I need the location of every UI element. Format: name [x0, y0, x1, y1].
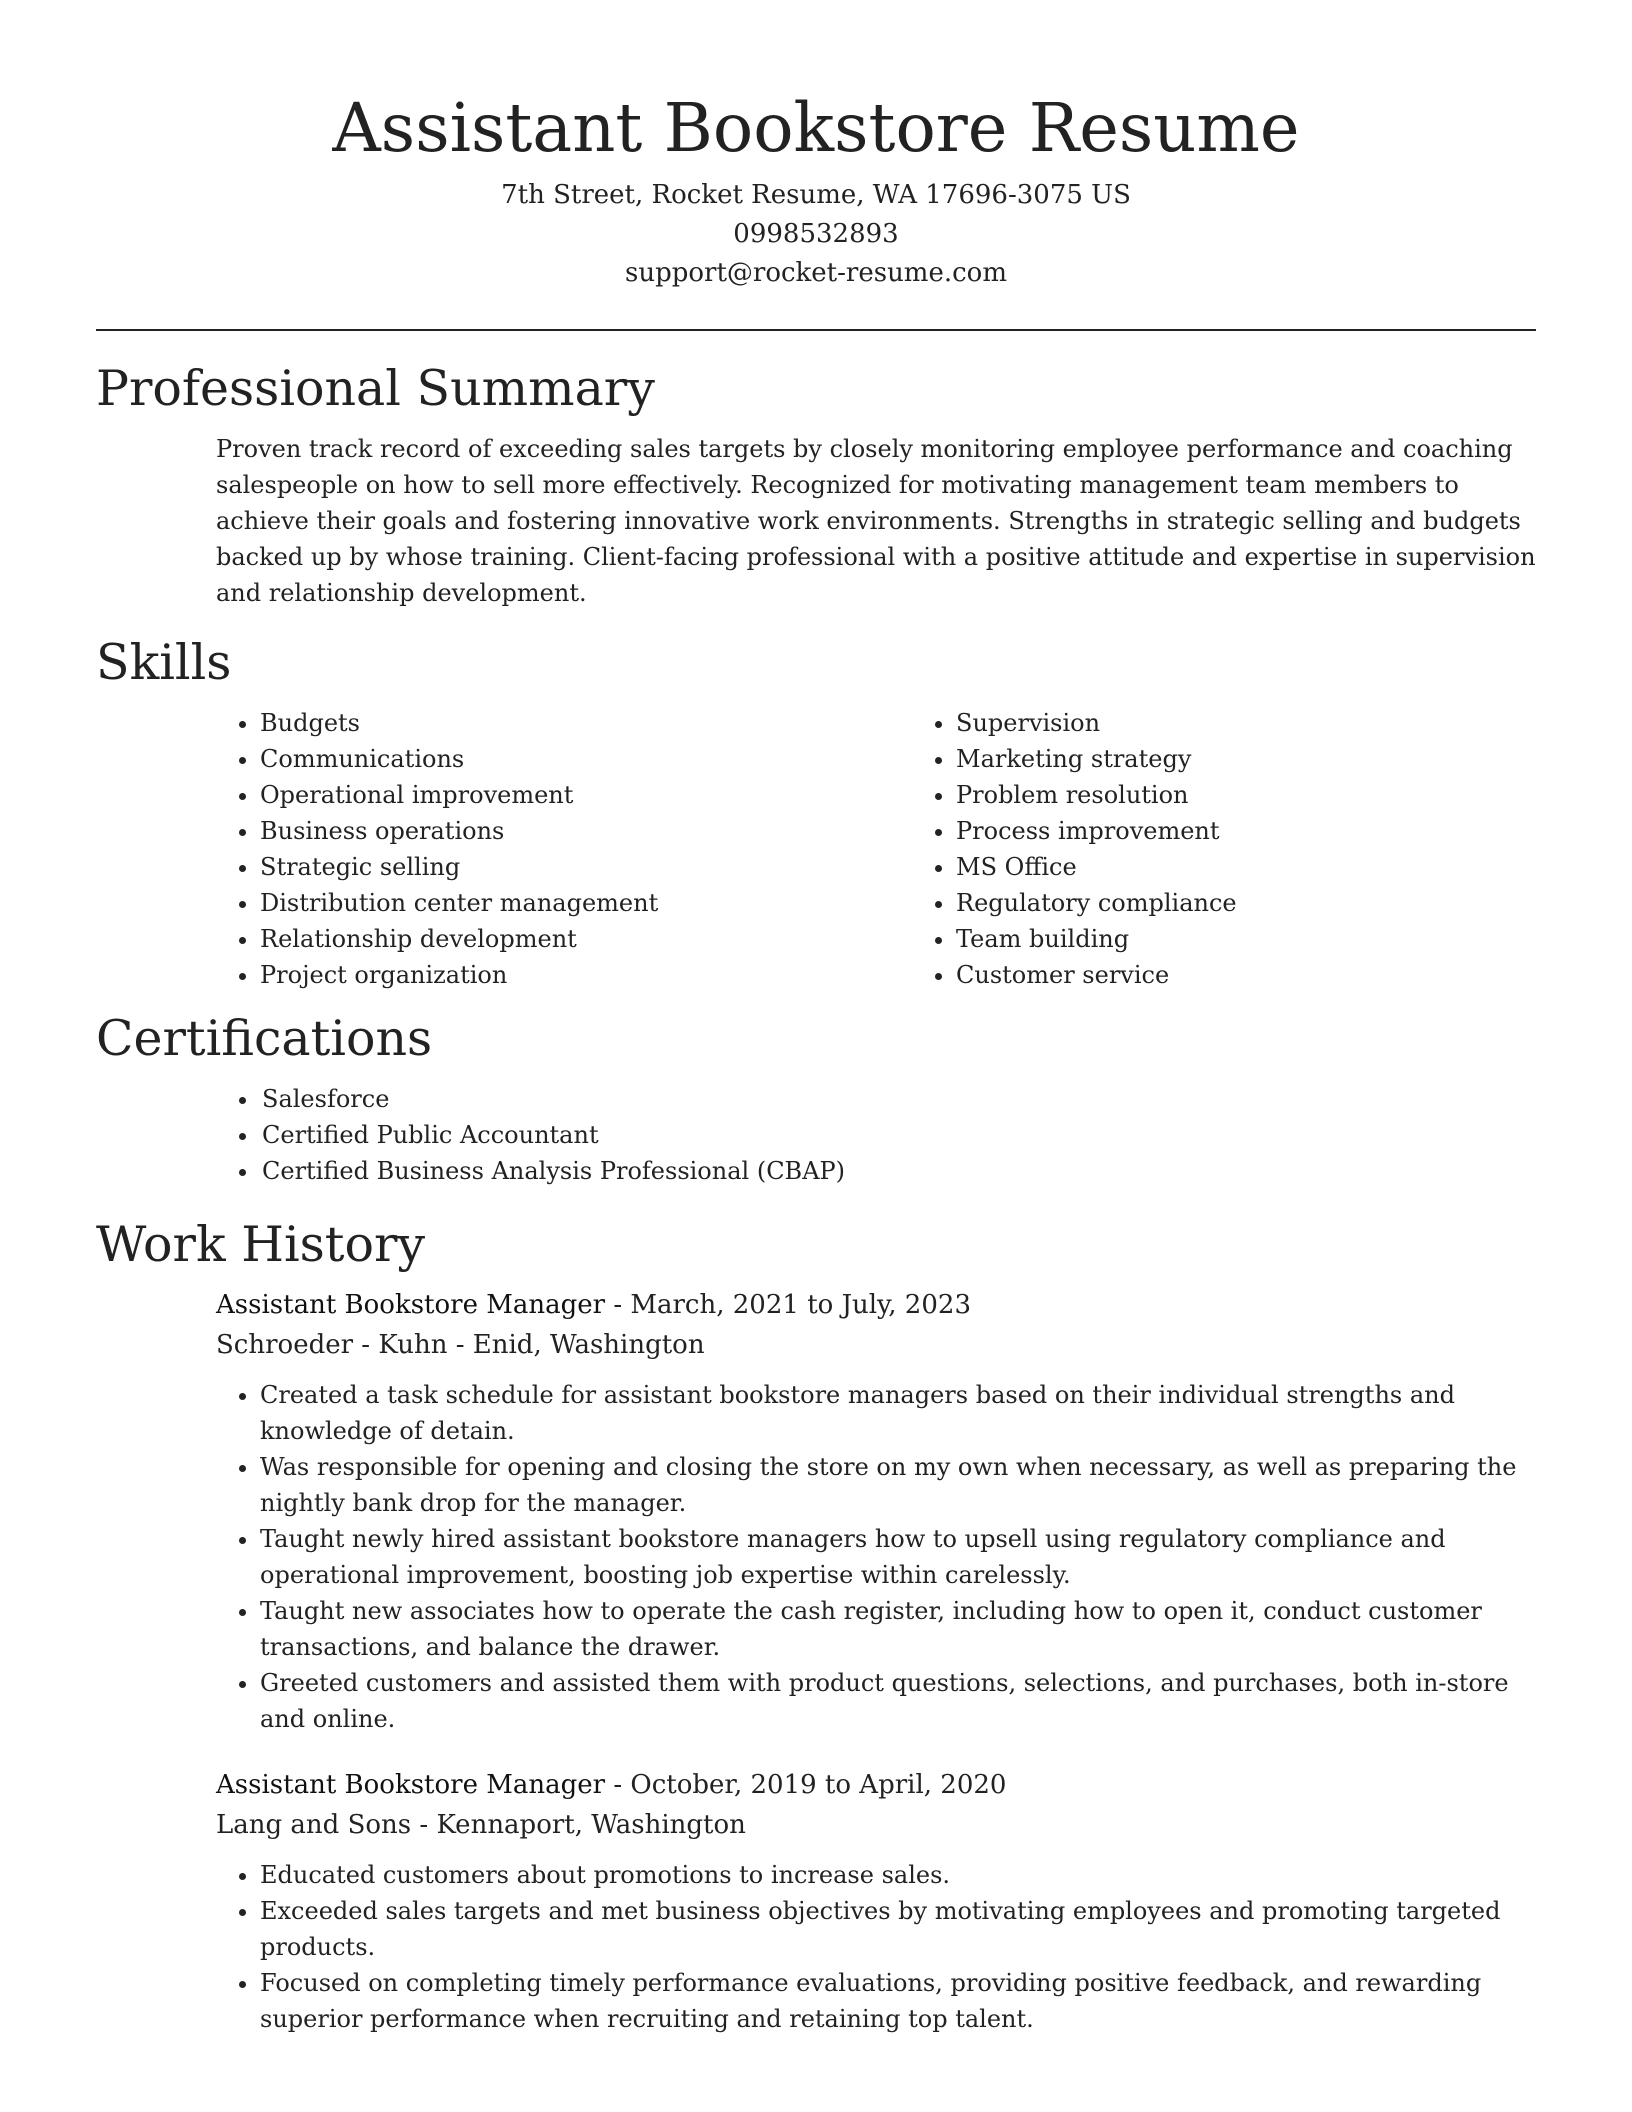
skill-item: • Process improvement	[956, 813, 1237, 849]
job-duty: • Exceeded sales targets and met business objectives by motivating employees and promoting targeted products.	[260, 1893, 1536, 1965]
summary-section	[96, 357, 1536, 611]
job-duty: • Greeted customers and assisted them with product questions, selections, and purchases, both in-store and online.	[260, 1665, 1536, 1737]
job-company: Lang and Sons	[216, 1810, 412, 1840]
contact-email: support@rocket-resume.com	[624, 258, 1007, 288]
job-entry	[96, 1765, 1536, 2037]
job-location: - Kennaport, Washington	[411, 1810, 746, 1840]
certification-item: • Certified Business Analysis Professional (CBAP)	[260, 1153, 1536, 1189]
work-history-section	[96, 1213, 1536, 2037]
summary-text: Proven track record of exceeding sales targets by closely monitoring employee performance and coaching salespeople on how to sell more effectively. Recognized for motivating management team members to achieve their goals and fostering innovative work environments. Strengths in strategic selling and budgets backed up by whose training. Client-facing professional with a positive attitude and expertise in supervision and relationship development.	[216, 435, 1536, 607]
skill-item: • Operational improvement	[260, 777, 910, 813]
certification-item: • Certified Public Accountant	[260, 1117, 1536, 1153]
resume-title: Assistant Bookstore Resume	[332, 89, 1300, 167]
job-duty: • Taught newly hired assistant bookstore managers how to upsell using regulatory compliance and operational improvement, boosting job expertise within carelessly.	[260, 1521, 1536, 1593]
skill-item: • Problem resolution	[956, 777, 1237, 813]
certification-item: • Salesforce	[260, 1081, 1536, 1117]
skill-item: • Project organization	[260, 957, 910, 993]
job-dates: - March, 2021 to July, 2023	[605, 1290, 971, 1320]
job-company-line	[96, 1325, 1536, 1365]
job-duty: • Taught new associates how to operate the cash register, including how to open it, conduct customer transactions, and balance the drawer.	[260, 1593, 1536, 1665]
job-company: Schroeder - Kuhn	[216, 1330, 448, 1360]
skill-item: • Regulatory compliance	[956, 885, 1237, 921]
skill-item: • Strategic selling	[260, 849, 910, 885]
skill-item: • Distribution center management	[260, 885, 910, 921]
certifications-heading: Certifications	[96, 1010, 433, 1067]
summary-heading: Professional Summary	[96, 360, 655, 417]
header-divider	[96, 329, 1536, 331]
skill-item: • Team building	[956, 921, 1237, 957]
skill-item: • Business operations	[260, 813, 910, 849]
skills-columns	[96, 705, 1536, 993]
job-duties-list	[96, 1857, 1536, 2037]
certifications-list	[96, 1081, 1536, 1189]
skill-item: • Supervision	[956, 705, 1237, 741]
job-duty: • Created a task schedule for assistant bookstore managers based on their individual strengths and knowledge of detain.	[260, 1377, 1536, 1449]
skills-list-left	[96, 705, 910, 993]
job-title: Assistant Bookstore Manager	[216, 1290, 606, 1320]
skill-item: • Communications	[260, 741, 910, 777]
skill-item: • Budgets	[260, 705, 910, 741]
skill-item: • Customer service	[956, 957, 1237, 993]
skills-heading: Skills	[96, 634, 232, 691]
skills-list-right	[910, 705, 1237, 993]
job-entry	[96, 1285, 1536, 1737]
job-title-line	[96, 1285, 1536, 1325]
contact-address: 7th Street, Rocket Resume, WA 17696-3075 US	[501, 180, 1131, 210]
job-dates: - October, 2019 to April, 2020	[605, 1770, 1007, 1800]
job-title-line	[96, 1765, 1536, 1805]
job-location: - Enid, Washington	[447, 1330, 705, 1360]
work-history-heading: Work History	[96, 1216, 426, 1273]
certifications-section	[96, 1007, 1536, 1189]
contact-phone: 0998532893	[733, 219, 899, 249]
skill-item: • Relationship development	[260, 921, 910, 957]
skills-section	[96, 631, 1536, 993]
resume-page	[96, 0, 1536, 2037]
job-duty: • Educated customers about promotions to increase sales.	[260, 1857, 1536, 1893]
job-title: Assistant Bookstore Manager	[216, 1770, 606, 1800]
job-duties-list	[96, 1377, 1536, 1737]
job-duty: • Focused on completing timely performance evaluations, providing positive feedback, and rewarding superior performance when recruiting and retaining top talent.	[260, 1965, 1536, 2037]
resume-header	[96, 0, 1536, 293]
contact-block	[96, 176, 1536, 293]
job-company-line	[96, 1805, 1536, 1845]
skill-item: • Marketing strategy	[956, 741, 1237, 777]
skill-item: • MS Office	[956, 849, 1237, 885]
job-duty: • Was responsible for opening and closing the store on my own when necessary, as well as preparing the nightly bank drop for the manager.	[260, 1449, 1536, 1521]
